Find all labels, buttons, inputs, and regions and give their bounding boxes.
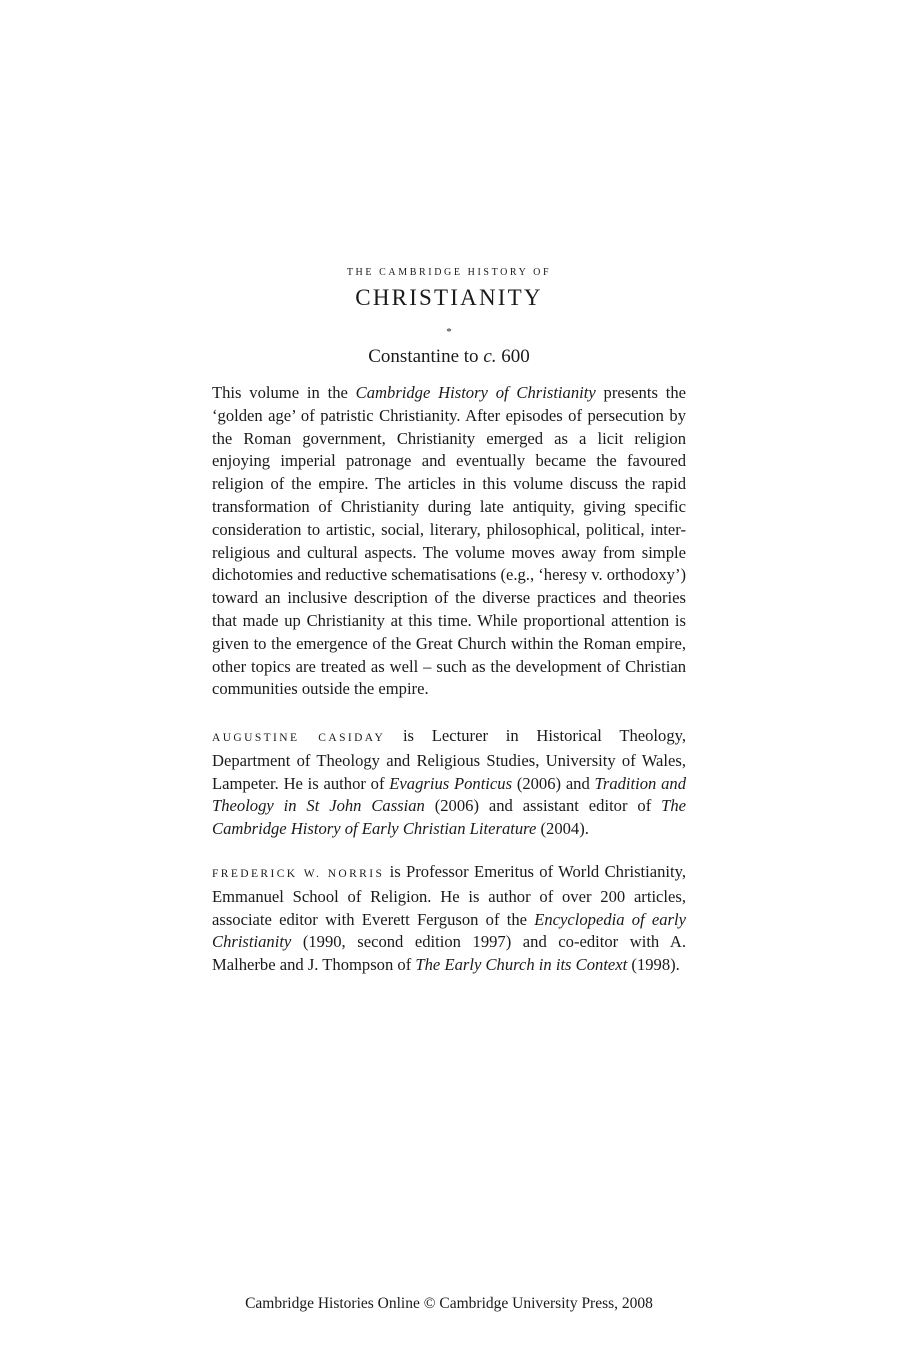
description-part-b: presents the ‘golden age’ of patristic Christianity. After episodes of persecution by the Roman government, Christianity emerged as a licit religion enjoying imperial patronage and eventually became the favoured religion of the empire. The articles in this volume discuss the rapid transformation of Christianity during late antiquity, giving specific consideration to artistic, social, literary, philosophical, political, inter-religious and cultural aspects. The volume moves away from simple dichotomies and reductive schematisations (e.g., ‘heresy v. orthodoxy’) toward an inclusive description of the diverse practices and theories that made up Christianity at this time. While proportional attention is given to the emergence of the Great Church within the Roman empire, other topics are treated as well – such as the development of Christian communities outside the empire. <box>212 383 687 699</box>
editor-bio-norris <box>212 861 686 977</box>
casiday-text-d: (2004). <box>536 819 589 839</box>
editor-bio-casiday <box>212 725 686 841</box>
series-title: CHRISTIANITY <box>355 285 543 310</box>
norris-text-a: is Professor Emeritus of World Christianity, Emmanuel School of Religion. He is author of over 200 articles, associate editor with Everett Ferguson of the <box>212 862 687 929</box>
casiday-book-2: Tradition and Theology in St John Cassian <box>212 773 686 816</box>
casiday-text-a: is Lecturer in Historical Theology, Department of Theology and Religious Studies, University of Wales, Lampeter. He is author of <box>212 726 686 793</box>
ornament-star: * <box>446 326 452 338</box>
editor-name-norris: FREDERICK W. NORRIS <box>212 868 385 880</box>
volume-title-pre: Constantine to <box>368 346 484 367</box>
description-series-name: Cambridge History of Christianity <box>355 383 596 402</box>
volume-title-circa: c. <box>483 346 497 367</box>
volume-title <box>212 346 686 368</box>
casiday-text-b: (2006) and <box>512 773 595 793</box>
norris-text-c: (1998). <box>627 955 680 975</box>
casiday-text-c: (2006) and assistant editor of <box>424 796 662 816</box>
volume-description <box>212 382 686 701</box>
norris-book-2: The Early Church in its Context <box>415 955 628 975</box>
casiday-book-1: Evagrius Ponticus <box>389 773 513 793</box>
series-kicker: THE CAMBRIDGE HISTORY OF <box>346 267 552 278</box>
description-part-a: This volume in the <box>212 383 356 402</box>
volume-title-post: 600 <box>496 346 530 367</box>
norris-book-1: Encyclopedia of early Christianity <box>212 909 686 952</box>
editor-name-casiday: AUGUSTINE CASIDAY <box>212 732 386 744</box>
norris-text-b: (1990, second edition 1997) and co-editor with A. Malherbe and J. Thompson of <box>212 932 686 975</box>
copyright-footer: Cambridge Histories Online © Cambridge University Press, 2008 <box>245 1295 653 1312</box>
casiday-book-3: The Cambridge History of Early Christian Literature <box>212 796 686 839</box>
